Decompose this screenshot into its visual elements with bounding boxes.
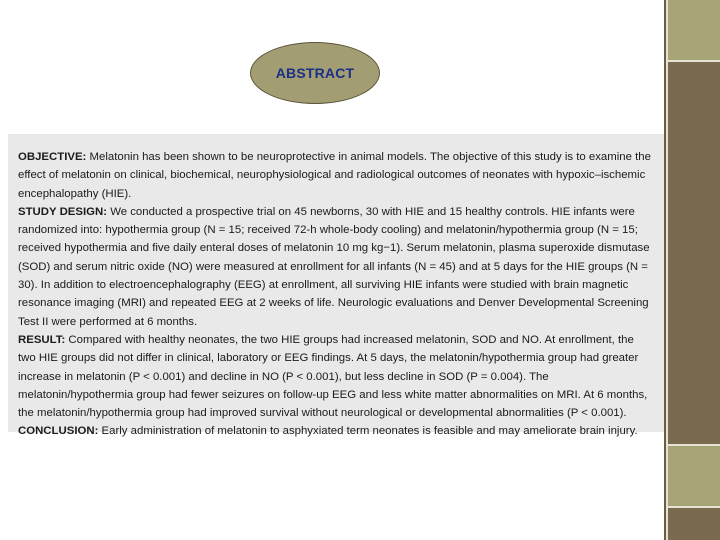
rail-accent-block-bottom [668, 446, 720, 506]
objective-text: Melatonin has been shown to be neuroprotective in animal models. The objective of this study is to examine the effect of melatonin on clinical, biochemical, neurophysiological and radiological outcomes of neonates with hypoxic–ischemic encephalopathy (HIE). [18, 151, 651, 200]
abstract-conclusion [18, 422, 654, 440]
result-text: Compared with healthy neonates, the two HIE groups had increased melatonin, SOD and NO. At enrollment, the two HIE groups did not differ in clinical, laboratory or EEG findings. At 5 days, the melatonin/hypothermia group had greater increase in melatonin (P < 0.001) and decline in NO (P < 0.001), but less decline in SOD (P = 0.004). The melatonin/hypothermia group had fewer seizures on follow-up EEG and less white matter abnormalities on MRI. At 6 months, the melatonin/hypothermia group had improved survival without neurological or developmental abnormalities (P < 0.001). [18, 333, 648, 420]
result-label: RESULT: [18, 333, 66, 346]
study-design-text: We conducted a prospective trial on 45 newborns, 30 with HIE and 15 healthy controls. HIE infants were randomized into: hypothermia group (N = 15; received 72-h whole-body cooling) and melatonin/hypothermia group (N = 15; received hypothermia and five daily enteral doses of melatonin 10 mg kg−1). Serum melatonin, plasma superoxide dismutase (SOD) and serum nitric oxide (NO) were measured at enrollment for all infants (N = 45) and at 5 days for the HIE groups (N = 30). In addition to electroencephalography (EEG) at enrollment, all surviving HIE infants were studied with brain magnetic resonance imaging (MRI) and repeated EEG at 2 weeks of life. Neurologic evaluations and Denver Developmental Screening Test II were performed at 6 months. [18, 205, 650, 328]
slide-title: ABSTRACT [275, 65, 355, 81]
conclusion-label: CONCLUSION: [18, 425, 99, 438]
study-design-label: STUDY DESIGN: [18, 205, 108, 218]
rail-accent-block-top [668, 0, 720, 60]
rail-separator [668, 444, 720, 446]
conclusion-text: Early administration of melatonin to asphyxiated term neonates is feasible and may ameliorate brain injury. [98, 425, 638, 438]
abstract-study-design [18, 203, 654, 331]
title-oval [250, 42, 380, 104]
abstract-result [18, 331, 654, 422]
abstract-objective [18, 148, 654, 203]
abstract-text-block [8, 134, 664, 438]
rail-separator [668, 506, 720, 508]
objective-label: OBJECTIVE: [18, 151, 87, 163]
rail-separator [668, 60, 720, 62]
